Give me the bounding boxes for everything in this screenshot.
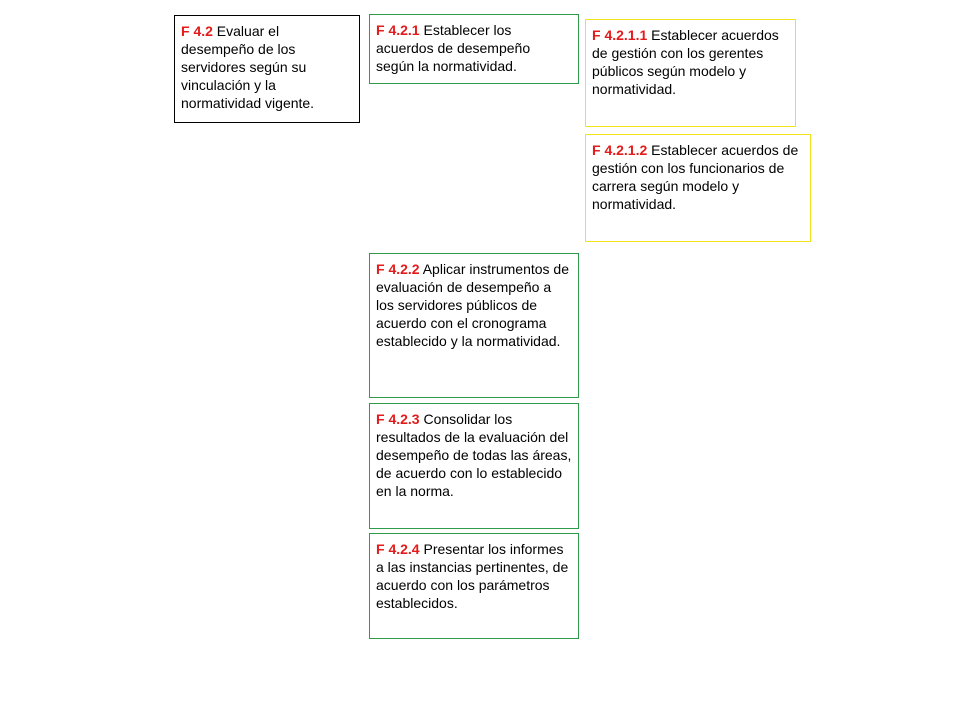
function-box-f4-2-2 <box>369 253 579 398</box>
function-box-f4-2-1-1 <box>585 19 796 127</box>
function-description: Aplicar instrumentos de evaluación de desempeño a los servidores públicos de acuerdo con el cronograma establecido y la normatividad. <box>376 261 569 349</box>
function-box-f4-2 <box>174 15 360 123</box>
function-box-f4-2-1-2 <box>585 134 811 242</box>
function-code: F 4.2.3 <box>376 411 420 427</box>
function-description: Establecer acuerdos de gestión con los gerentes públicos según modelo y normatividad. <box>592 27 779 97</box>
function-code: F 4.2.1 <box>376 22 420 38</box>
function-code: F 4.2.2 <box>376 261 420 277</box>
function-description: Evaluar el desempeño de los servidores según su vinculación y la normatividad vigente. <box>181 23 315 111</box>
function-code: F 4.2.1.1 <box>592 27 648 43</box>
function-code: F 4.2.1.2 <box>592 142 648 158</box>
function-description: Establecer acuerdos de gestión con los funcionarios de carrera según modelo y normatividad. <box>592 142 799 212</box>
function-description: Consolidar los resultados de la evaluación del desempeño de todas las áreas, de acuerdo con lo establecido en la norma. <box>376 411 572 499</box>
function-box-f4-2-3 <box>369 403 579 529</box>
function-box-f4-2-4 <box>369 533 579 639</box>
function-code: F 4.2 <box>181 23 213 39</box>
function-description: Presentar los informes a las instancias pertinentes, de acuerdo con los parámetros establecidos. <box>376 541 569 611</box>
function-code: F 4.2.4 <box>376 541 420 557</box>
function-description: Establecer los acuerdos de desempeño según la normatividad. <box>376 22 531 74</box>
function-box-f4-2-1 <box>369 14 579 84</box>
